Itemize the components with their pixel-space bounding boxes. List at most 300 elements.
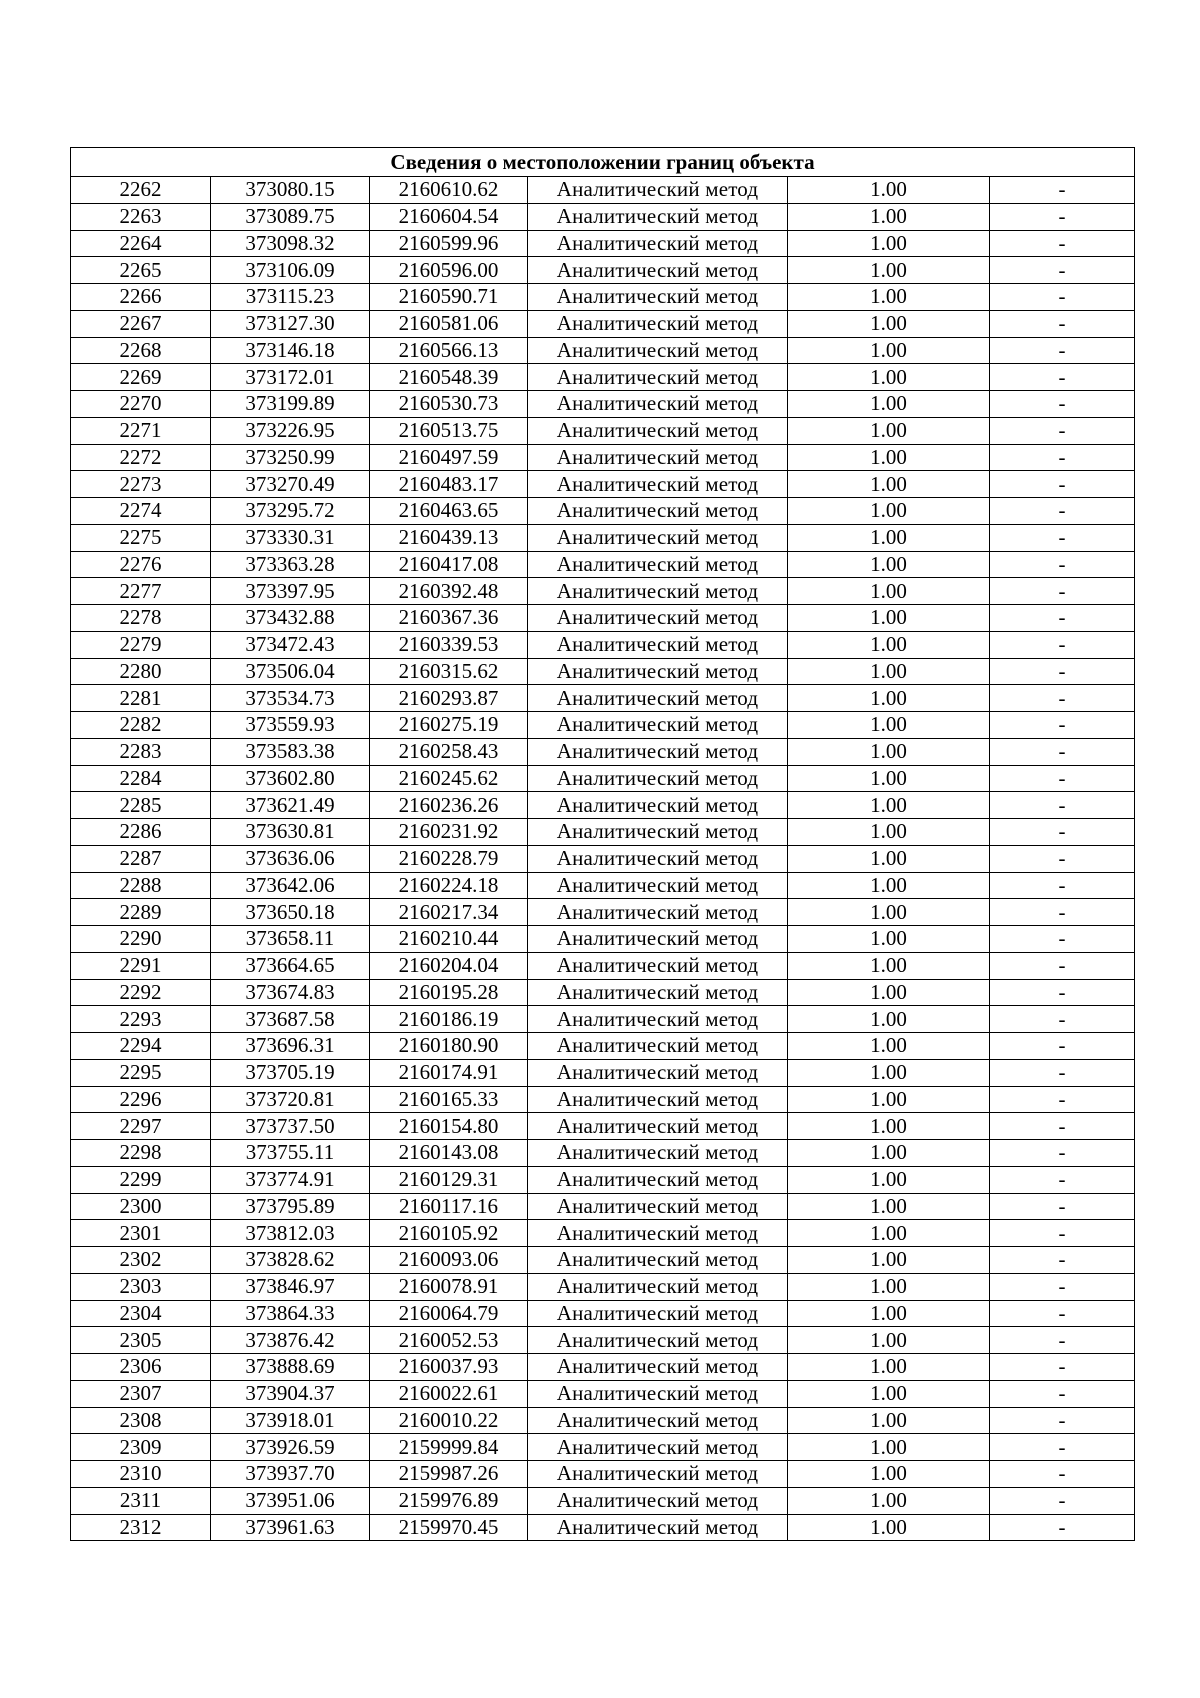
description-cell: - [990, 1461, 1135, 1488]
accuracy-cell: 1.00 [788, 391, 990, 418]
y-coordinate-cell: 2160463.65 [370, 498, 528, 525]
point-number-cell: 2277 [71, 578, 211, 605]
point-number-cell: 2299 [71, 1166, 211, 1193]
accuracy-cell: 1.00 [788, 819, 990, 846]
description-cell: - [990, 524, 1135, 551]
description-cell: - [990, 391, 1135, 418]
point-number-cell: 2269 [71, 364, 211, 391]
x-coordinate-cell: 373636.06 [211, 845, 370, 872]
x-coordinate-cell: 373226.95 [211, 417, 370, 444]
method-cell: Аналитический метод [528, 1247, 788, 1274]
x-coordinate-cell: 373674.83 [211, 979, 370, 1006]
point-number-cell: 2274 [71, 498, 211, 525]
x-coordinate-cell: 373687.58 [211, 1006, 370, 1033]
description-cell: - [990, 979, 1135, 1006]
description-cell: - [990, 1434, 1135, 1461]
point-number-cell: 2287 [71, 845, 211, 872]
x-coordinate-cell: 373270.49 [211, 471, 370, 498]
method-cell: Аналитический метод [528, 1434, 788, 1461]
table-row [71, 1166, 1135, 1193]
point-number-cell: 2285 [71, 792, 211, 819]
y-coordinate-cell: 2160315.62 [370, 658, 528, 685]
description-cell: - [990, 1086, 1135, 1113]
method-cell: Аналитический метод [528, 1166, 788, 1193]
y-coordinate-cell: 2160010.22 [370, 1407, 528, 1434]
table-row [71, 1006, 1135, 1033]
point-number-cell: 2300 [71, 1193, 211, 1220]
point-number-cell: 2266 [71, 284, 211, 311]
method-cell: Аналитический метод [528, 1220, 788, 1247]
table-row [71, 257, 1135, 284]
table-row [71, 605, 1135, 632]
description-cell: - [990, 1487, 1135, 1514]
method-cell: Аналитический метод [528, 203, 788, 230]
table-row [71, 1514, 1135, 1541]
method-cell: Аналитический метод [528, 845, 788, 872]
description-cell: - [990, 177, 1135, 204]
y-coordinate-cell: 2160022.61 [370, 1380, 528, 1407]
description-cell: - [990, 631, 1135, 658]
y-coordinate-cell: 2160590.71 [370, 284, 528, 311]
description-cell: - [990, 899, 1135, 926]
point-number-cell: 2296 [71, 1086, 211, 1113]
method-cell: Аналитический метод [528, 417, 788, 444]
accuracy-cell: 1.00 [788, 1407, 990, 1434]
table-row [71, 1220, 1135, 1247]
table-row [71, 1327, 1135, 1354]
x-coordinate-cell: 373172.01 [211, 364, 370, 391]
x-coordinate-cell: 373926.59 [211, 1434, 370, 1461]
method-cell: Аналитический метод [528, 551, 788, 578]
description-cell: - [990, 685, 1135, 712]
y-coordinate-cell: 2160064.79 [370, 1300, 528, 1327]
point-number-cell: 2301 [71, 1220, 211, 1247]
method-cell: Аналитический метод [528, 1086, 788, 1113]
table-row [71, 738, 1135, 765]
point-number-cell: 2262 [71, 177, 211, 204]
description-cell: - [990, 738, 1135, 765]
description-cell: - [990, 417, 1135, 444]
point-number-cell: 2308 [71, 1407, 211, 1434]
y-coordinate-cell: 2160497.59 [370, 444, 528, 471]
y-coordinate-cell: 2160217.34 [370, 899, 528, 926]
point-number-cell: 2297 [71, 1113, 211, 1140]
x-coordinate-cell: 373737.50 [211, 1113, 370, 1140]
description-cell: - [990, 1247, 1135, 1274]
table-row [71, 1300, 1135, 1327]
description-cell: - [990, 872, 1135, 899]
y-coordinate-cell: 2160224.18 [370, 872, 528, 899]
boundary-coordinates-table [70, 147, 1135, 1541]
accuracy-cell: 1.00 [788, 230, 990, 257]
method-cell: Аналитический метод [528, 792, 788, 819]
table-row [71, 1434, 1135, 1461]
x-coordinate-cell: 373115.23 [211, 284, 370, 311]
point-number-cell: 2281 [71, 685, 211, 712]
y-coordinate-cell: 2159970.45 [370, 1514, 528, 1541]
description-cell: - [990, 310, 1135, 337]
table-row [71, 631, 1135, 658]
table-row [71, 177, 1135, 204]
accuracy-cell: 1.00 [788, 952, 990, 979]
y-coordinate-cell: 2160143.08 [370, 1140, 528, 1167]
point-number-cell: 2303 [71, 1273, 211, 1300]
accuracy-cell: 1.00 [788, 1434, 990, 1461]
y-coordinate-cell: 2159976.89 [370, 1487, 528, 1514]
y-coordinate-cell: 2160117.16 [370, 1193, 528, 1220]
table-row [71, 230, 1135, 257]
x-coordinate-cell: 373630.81 [211, 819, 370, 846]
y-coordinate-cell: 2160165.33 [370, 1086, 528, 1113]
method-cell: Аналитический метод [528, 1033, 788, 1060]
description-cell: - [990, 578, 1135, 605]
accuracy-cell: 1.00 [788, 177, 990, 204]
y-coordinate-cell: 2160231.92 [370, 819, 528, 846]
y-coordinate-cell: 2160129.31 [370, 1166, 528, 1193]
table-row [71, 203, 1135, 230]
accuracy-cell: 1.00 [788, 1487, 990, 1514]
point-number-cell: 2263 [71, 203, 211, 230]
point-number-cell: 2304 [71, 1300, 211, 1327]
point-number-cell: 2280 [71, 658, 211, 685]
method-cell: Аналитический метод [528, 1300, 788, 1327]
accuracy-cell: 1.00 [788, 712, 990, 739]
method-cell: Аналитический метод [528, 1380, 788, 1407]
point-number-cell: 2265 [71, 257, 211, 284]
accuracy-cell: 1.00 [788, 899, 990, 926]
point-number-cell: 2264 [71, 230, 211, 257]
y-coordinate-cell: 2160367.36 [370, 605, 528, 632]
method-cell: Аналитический метод [528, 257, 788, 284]
method-cell: Аналитический метод [528, 1461, 788, 1488]
y-coordinate-cell: 2160275.19 [370, 712, 528, 739]
y-coordinate-cell: 2160530.73 [370, 391, 528, 418]
point-number-cell: 2311 [71, 1487, 211, 1514]
point-number-cell: 2290 [71, 926, 211, 953]
method-cell: Аналитический метод [528, 1059, 788, 1086]
x-coordinate-cell: 373658.11 [211, 926, 370, 953]
y-coordinate-cell: 2160392.48 [370, 578, 528, 605]
accuracy-cell: 1.00 [788, 1140, 990, 1167]
method-cell: Аналитический метод [528, 391, 788, 418]
y-coordinate-cell: 2160210.44 [370, 926, 528, 953]
x-coordinate-cell: 373534.73 [211, 685, 370, 712]
description-cell: - [990, 1273, 1135, 1300]
accuracy-cell: 1.00 [788, 498, 990, 525]
accuracy-cell: 1.00 [788, 738, 990, 765]
description-cell: - [990, 257, 1135, 284]
method-cell: Аналитический метод [528, 578, 788, 605]
table-row [71, 1354, 1135, 1381]
accuracy-cell: 1.00 [788, 444, 990, 471]
table-row [71, 1487, 1135, 1514]
y-coordinate-cell: 2160483.17 [370, 471, 528, 498]
y-coordinate-cell: 2159987.26 [370, 1461, 528, 1488]
table-row [71, 444, 1135, 471]
y-coordinate-cell: 2160236.26 [370, 792, 528, 819]
point-number-cell: 2310 [71, 1461, 211, 1488]
description-cell: - [990, 926, 1135, 953]
table-row [71, 1380, 1135, 1407]
point-number-cell: 2288 [71, 872, 211, 899]
method-cell: Аналитический метод [528, 685, 788, 712]
description-cell: - [990, 1059, 1135, 1086]
x-coordinate-cell: 373472.43 [211, 631, 370, 658]
x-coordinate-cell: 373795.89 [211, 1193, 370, 1220]
x-coordinate-cell: 373812.03 [211, 1220, 370, 1247]
point-number-cell: 2270 [71, 391, 211, 418]
point-number-cell: 2292 [71, 979, 211, 1006]
method-cell: Аналитический метод [528, 444, 788, 471]
x-coordinate-cell: 373106.09 [211, 257, 370, 284]
accuracy-cell: 1.00 [788, 1273, 990, 1300]
point-number-cell: 2278 [71, 605, 211, 632]
x-coordinate-cell: 373888.69 [211, 1354, 370, 1381]
x-coordinate-cell: 373951.06 [211, 1487, 370, 1514]
description-cell: - [990, 952, 1135, 979]
accuracy-cell: 1.00 [788, 578, 990, 605]
accuracy-cell: 1.00 [788, 1300, 990, 1327]
y-coordinate-cell: 2160174.91 [370, 1059, 528, 1086]
accuracy-cell: 1.00 [788, 792, 990, 819]
y-coordinate-cell: 2160105.92 [370, 1220, 528, 1247]
x-coordinate-cell: 373642.06 [211, 872, 370, 899]
x-coordinate-cell: 373846.97 [211, 1273, 370, 1300]
description-cell: - [990, 1407, 1135, 1434]
table-row [71, 578, 1135, 605]
x-coordinate-cell: 373127.30 [211, 310, 370, 337]
method-cell: Аналитический метод [528, 1273, 788, 1300]
y-coordinate-cell: 2160093.06 [370, 1247, 528, 1274]
table-row [71, 845, 1135, 872]
description-cell: - [990, 1300, 1135, 1327]
table-row [71, 1140, 1135, 1167]
description-cell: - [990, 337, 1135, 364]
x-coordinate-cell: 373089.75 [211, 203, 370, 230]
accuracy-cell: 1.00 [788, 979, 990, 1006]
method-cell: Аналитический метод [528, 230, 788, 257]
table-row [71, 1407, 1135, 1434]
point-number-cell: 2286 [71, 819, 211, 846]
x-coordinate-cell: 373295.72 [211, 498, 370, 525]
y-coordinate-cell: 2160195.28 [370, 979, 528, 1006]
x-coordinate-cell: 373755.11 [211, 1140, 370, 1167]
x-coordinate-cell: 373774.91 [211, 1166, 370, 1193]
table-row [71, 284, 1135, 311]
x-coordinate-cell: 373397.95 [211, 578, 370, 605]
accuracy-cell: 1.00 [788, 926, 990, 953]
description-cell: - [990, 203, 1135, 230]
accuracy-cell: 1.00 [788, 284, 990, 311]
point-number-cell: 2291 [71, 952, 211, 979]
description-cell: - [990, 1193, 1135, 1220]
table-row [71, 952, 1135, 979]
description-cell: - [990, 1354, 1135, 1381]
description-cell: - [990, 498, 1135, 525]
x-coordinate-cell: 373720.81 [211, 1086, 370, 1113]
y-coordinate-cell: 2160293.87 [370, 685, 528, 712]
description-cell: - [990, 1006, 1135, 1033]
description-cell: - [990, 765, 1135, 792]
y-coordinate-cell: 2160566.13 [370, 337, 528, 364]
method-cell: Аналитический метод [528, 284, 788, 311]
method-cell: Аналитический метод [528, 605, 788, 632]
point-number-cell: 2307 [71, 1380, 211, 1407]
accuracy-cell: 1.00 [788, 524, 990, 551]
y-coordinate-cell: 2160154.80 [370, 1113, 528, 1140]
x-coordinate-cell: 373330.31 [211, 524, 370, 551]
description-cell: - [990, 471, 1135, 498]
table-row [71, 1247, 1135, 1274]
accuracy-cell: 1.00 [788, 1461, 990, 1488]
x-coordinate-cell: 373696.31 [211, 1033, 370, 1060]
x-coordinate-cell: 373876.42 [211, 1327, 370, 1354]
accuracy-cell: 1.00 [788, 1086, 990, 1113]
x-coordinate-cell: 373937.70 [211, 1461, 370, 1488]
point-number-cell: 2279 [71, 631, 211, 658]
table-row [71, 498, 1135, 525]
x-coordinate-cell: 373664.65 [211, 952, 370, 979]
description-cell: - [990, 712, 1135, 739]
description-cell: - [990, 605, 1135, 632]
table-row [71, 899, 1135, 926]
accuracy-cell: 1.00 [788, 417, 990, 444]
y-coordinate-cell: 2160204.04 [370, 952, 528, 979]
method-cell: Аналитический метод [528, 926, 788, 953]
x-coordinate-cell: 373828.62 [211, 1247, 370, 1274]
description-cell: - [990, 792, 1135, 819]
method-cell: Аналитический метод [528, 1006, 788, 1033]
description-cell: - [990, 1166, 1135, 1193]
x-coordinate-cell: 373705.19 [211, 1059, 370, 1086]
accuracy-cell: 1.00 [788, 1166, 990, 1193]
y-coordinate-cell: 2160228.79 [370, 845, 528, 872]
x-coordinate-cell: 373602.80 [211, 765, 370, 792]
table-row [71, 712, 1135, 739]
table-row [71, 658, 1135, 685]
table-row [71, 792, 1135, 819]
accuracy-cell: 1.00 [788, 1113, 990, 1140]
method-cell: Аналитический метод [528, 819, 788, 846]
table-row [71, 1461, 1135, 1488]
table-row [71, 819, 1135, 846]
point-number-cell: 2282 [71, 712, 211, 739]
y-coordinate-cell: 2160037.93 [370, 1354, 528, 1381]
point-number-cell: 2268 [71, 337, 211, 364]
table-row [71, 872, 1135, 899]
x-coordinate-cell: 373621.49 [211, 792, 370, 819]
table-title: Сведения о местоположении границ объекта [71, 148, 1135, 177]
x-coordinate-cell: 373506.04 [211, 658, 370, 685]
x-coordinate-cell: 373199.89 [211, 391, 370, 418]
x-coordinate-cell: 373864.33 [211, 1300, 370, 1327]
description-cell: - [990, 1033, 1135, 1060]
x-coordinate-cell: 373146.18 [211, 337, 370, 364]
method-cell: Аналитический метод [528, 524, 788, 551]
method-cell: Аналитический метод [528, 899, 788, 926]
point-number-cell: 2293 [71, 1006, 211, 1033]
description-cell: - [990, 658, 1135, 685]
point-number-cell: 2294 [71, 1033, 211, 1060]
y-coordinate-cell: 2160339.53 [370, 631, 528, 658]
accuracy-cell: 1.00 [788, 1514, 990, 1541]
point-number-cell: 2298 [71, 1140, 211, 1167]
x-coordinate-cell: 373918.01 [211, 1407, 370, 1434]
method-cell: Аналитический метод [528, 1407, 788, 1434]
table-row [71, 337, 1135, 364]
method-cell: Аналитический метод [528, 1514, 788, 1541]
method-cell: Аналитический метод [528, 498, 788, 525]
table-row [71, 524, 1135, 551]
table-row [71, 1033, 1135, 1060]
description-cell: - [990, 1140, 1135, 1167]
y-coordinate-cell: 2160604.54 [370, 203, 528, 230]
description-cell: - [990, 1220, 1135, 1247]
table-row [71, 979, 1135, 1006]
description-cell: - [990, 1380, 1135, 1407]
method-cell: Аналитический метод [528, 1327, 788, 1354]
description-cell: - [990, 1113, 1135, 1140]
x-coordinate-cell: 373098.32 [211, 230, 370, 257]
y-coordinate-cell: 2160078.91 [370, 1273, 528, 1300]
point-number-cell: 2302 [71, 1247, 211, 1274]
accuracy-cell: 1.00 [788, 310, 990, 337]
accuracy-cell: 1.00 [788, 364, 990, 391]
accuracy-cell: 1.00 [788, 1006, 990, 1033]
point-number-cell: 2306 [71, 1354, 211, 1381]
method-cell: Аналитический метод [528, 1140, 788, 1167]
accuracy-cell: 1.00 [788, 765, 990, 792]
description-cell: - [990, 444, 1135, 471]
x-coordinate-cell: 373432.88 [211, 605, 370, 632]
accuracy-cell: 1.00 [788, 685, 990, 712]
description-cell: - [990, 230, 1135, 257]
method-cell: Аналитический метод [528, 177, 788, 204]
table-row [71, 551, 1135, 578]
method-cell: Аналитический метод [528, 1113, 788, 1140]
description-cell: - [990, 551, 1135, 578]
y-coordinate-cell: 2160513.75 [370, 417, 528, 444]
point-number-cell: 2273 [71, 471, 211, 498]
point-number-cell: 2276 [71, 551, 211, 578]
method-cell: Аналитический метод [528, 952, 788, 979]
table-row [71, 364, 1135, 391]
method-cell: Аналитический метод [528, 658, 788, 685]
y-coordinate-cell: 2160180.90 [370, 1033, 528, 1060]
accuracy-cell: 1.00 [788, 1354, 990, 1381]
description-cell: - [990, 1514, 1135, 1541]
table-row [71, 685, 1135, 712]
accuracy-cell: 1.00 [788, 1059, 990, 1086]
point-number-cell: 2295 [71, 1059, 211, 1086]
y-coordinate-cell: 2160439.13 [370, 524, 528, 551]
method-cell: Аналитический метод [528, 631, 788, 658]
x-coordinate-cell: 373904.37 [211, 1380, 370, 1407]
accuracy-cell: 1.00 [788, 631, 990, 658]
point-number-cell: 2305 [71, 1327, 211, 1354]
y-coordinate-cell: 2160186.19 [370, 1006, 528, 1033]
y-coordinate-cell: 2160245.62 [370, 765, 528, 792]
method-cell: Аналитический метод [528, 337, 788, 364]
y-coordinate-cell: 2160610.62 [370, 177, 528, 204]
point-number-cell: 2309 [71, 1434, 211, 1461]
x-coordinate-cell: 373650.18 [211, 899, 370, 926]
y-coordinate-cell: 2160581.06 [370, 310, 528, 337]
x-coordinate-cell: 373363.28 [211, 551, 370, 578]
description-cell: - [990, 845, 1135, 872]
table-row [71, 1193, 1135, 1220]
point-number-cell: 2312 [71, 1514, 211, 1541]
